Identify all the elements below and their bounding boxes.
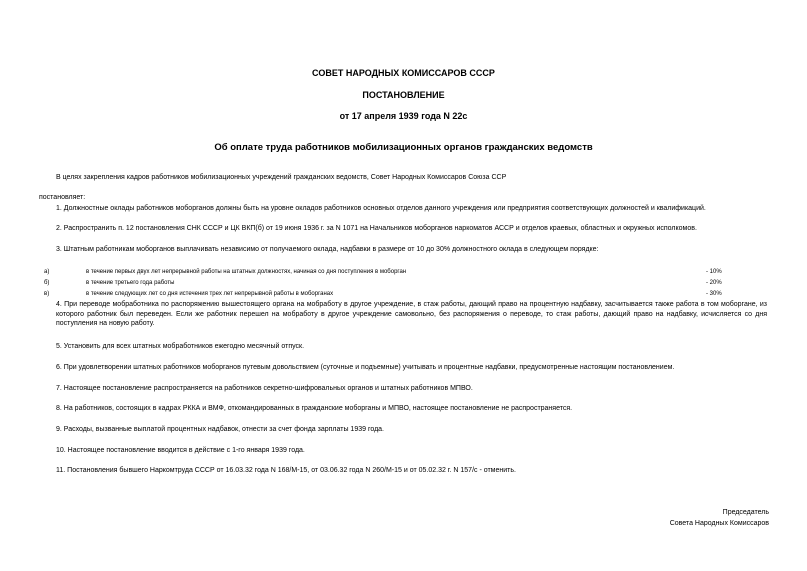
paragraph-10: 10. Настоящее постановление вводится в действие с 1-го января 1939 года. bbox=[56, 447, 305, 454]
list-item-percent: - 10% bbox=[706, 269, 722, 275]
list-item bbox=[0, 279, 807, 287]
paragraph-5: 5. Установить для всех штатных мобработников ежегодно месячный отпуск. bbox=[56, 343, 305, 350]
preamble-text: В целях закрепления кадров работников мобилизационных учреждений гражданских ведомств, Совет Народных Комиссаров Союза ССР bbox=[56, 174, 507, 181]
document-title: Об оплате труда работников мобилизационных органов гражданских ведомств bbox=[214, 142, 593, 153]
paragraph-1: 1. Должностные оклады работников моборганов должны быть на уровне окладов работников основных отделов данного учреждения или предприятия соответствующих должностей и квалификаций. bbox=[56, 205, 706, 212]
list-item-text: в течение первых двух лет непрерывной работы на штатных должностях, начиная со дня поступления в моборган bbox=[86, 269, 407, 275]
paragraph-9: 9. Расходы, вызванные выплатой процентных надбавок, отнести за счет фонда зарплаты 1939 года. bbox=[56, 426, 384, 433]
signature-title: Председатель bbox=[722, 509, 769, 516]
list-item-letter: в) bbox=[44, 291, 50, 297]
paragraph-4 bbox=[39, 300, 767, 329]
list-item-text: в течение следующих лет со дня истечения трех лет непрерывной работы в моборганах bbox=[86, 291, 334, 297]
resolves-text: постановляет: bbox=[39, 194, 86, 201]
issuer-heading: СОВЕТ НАРОДНЫХ КОМИССАРОВ СССР bbox=[312, 68, 495, 78]
paragraph-11: 11. Постановления бывшего Наркомтруда СССР от 16.03.32 года N 168/М-15, от 03.06.32 года N 260/М-15 и от 05.02.32 г. N 157/с - отменить. bbox=[56, 467, 516, 474]
paragraph-7: 7. Настоящее постановление распространяется на работников секретно-шифровальных органов и штатных работников МПВО. bbox=[56, 385, 473, 392]
date-number-heading: от 17 апреля 1939 года N 22с bbox=[339, 111, 468, 121]
list-item-letter: б) bbox=[44, 280, 50, 286]
paragraph-2: 2. Распространить п. 12 постановления СНК СССР и ЦК ВКП(б) от 19 июня 1936 г. за N 1071 на Начальников моборганов наркоматов АССР и отделов краевых, областных и окружных исполкомов. bbox=[56, 225, 697, 232]
list-item-percent: - 20% bbox=[706, 280, 722, 286]
paragraph-8: 8. На работников, состоящих в кадрах РККА и ВМФ, откомандированных в гражданские моборганы и МПВО, настоящее постановление не распространяется. bbox=[56, 405, 573, 412]
paragraph-3: 3. Штатным работникам моборганов выплачивать независимо от получаемого оклада, надбавки в размере от 10 до 30% должностного оклада в следующем порядке: bbox=[56, 246, 599, 253]
list-item-text: в течение третьего года работы bbox=[86, 280, 175, 286]
paragraph-6: 6. При удовлетворении штатных работников моборганов путевым довольствием (суточные и подъемные) учитывать и процентные надбавки, предусмотренные настоящим постановлением. bbox=[56, 364, 675, 371]
list-item-letter: а) bbox=[44, 269, 50, 275]
list-item-percent: - 30% bbox=[706, 291, 722, 297]
list-item bbox=[0, 268, 807, 276]
doc-type-heading: ПОСТАНОВЛЕНИЕ bbox=[362, 90, 445, 100]
list-item bbox=[0, 290, 807, 298]
signature-organization: Совета Народных Комиссаров bbox=[669, 520, 769, 527]
paragraph-4-text: 4. При переводе мобработника по распоряжению вышестоящего органа на мобработу в другое учреждение, в стаж работы, дающий право на процентную надбавку, засчитывается также работа в том моборгане, из которого работник был переведен. Если же работник перешел на мобработу в другое учреждение самовольно, без распоряжения о переводе, то стаж работы, дающий право на надбавку, исчисляется со дня поступления на новую работу. bbox=[56, 301, 767, 327]
